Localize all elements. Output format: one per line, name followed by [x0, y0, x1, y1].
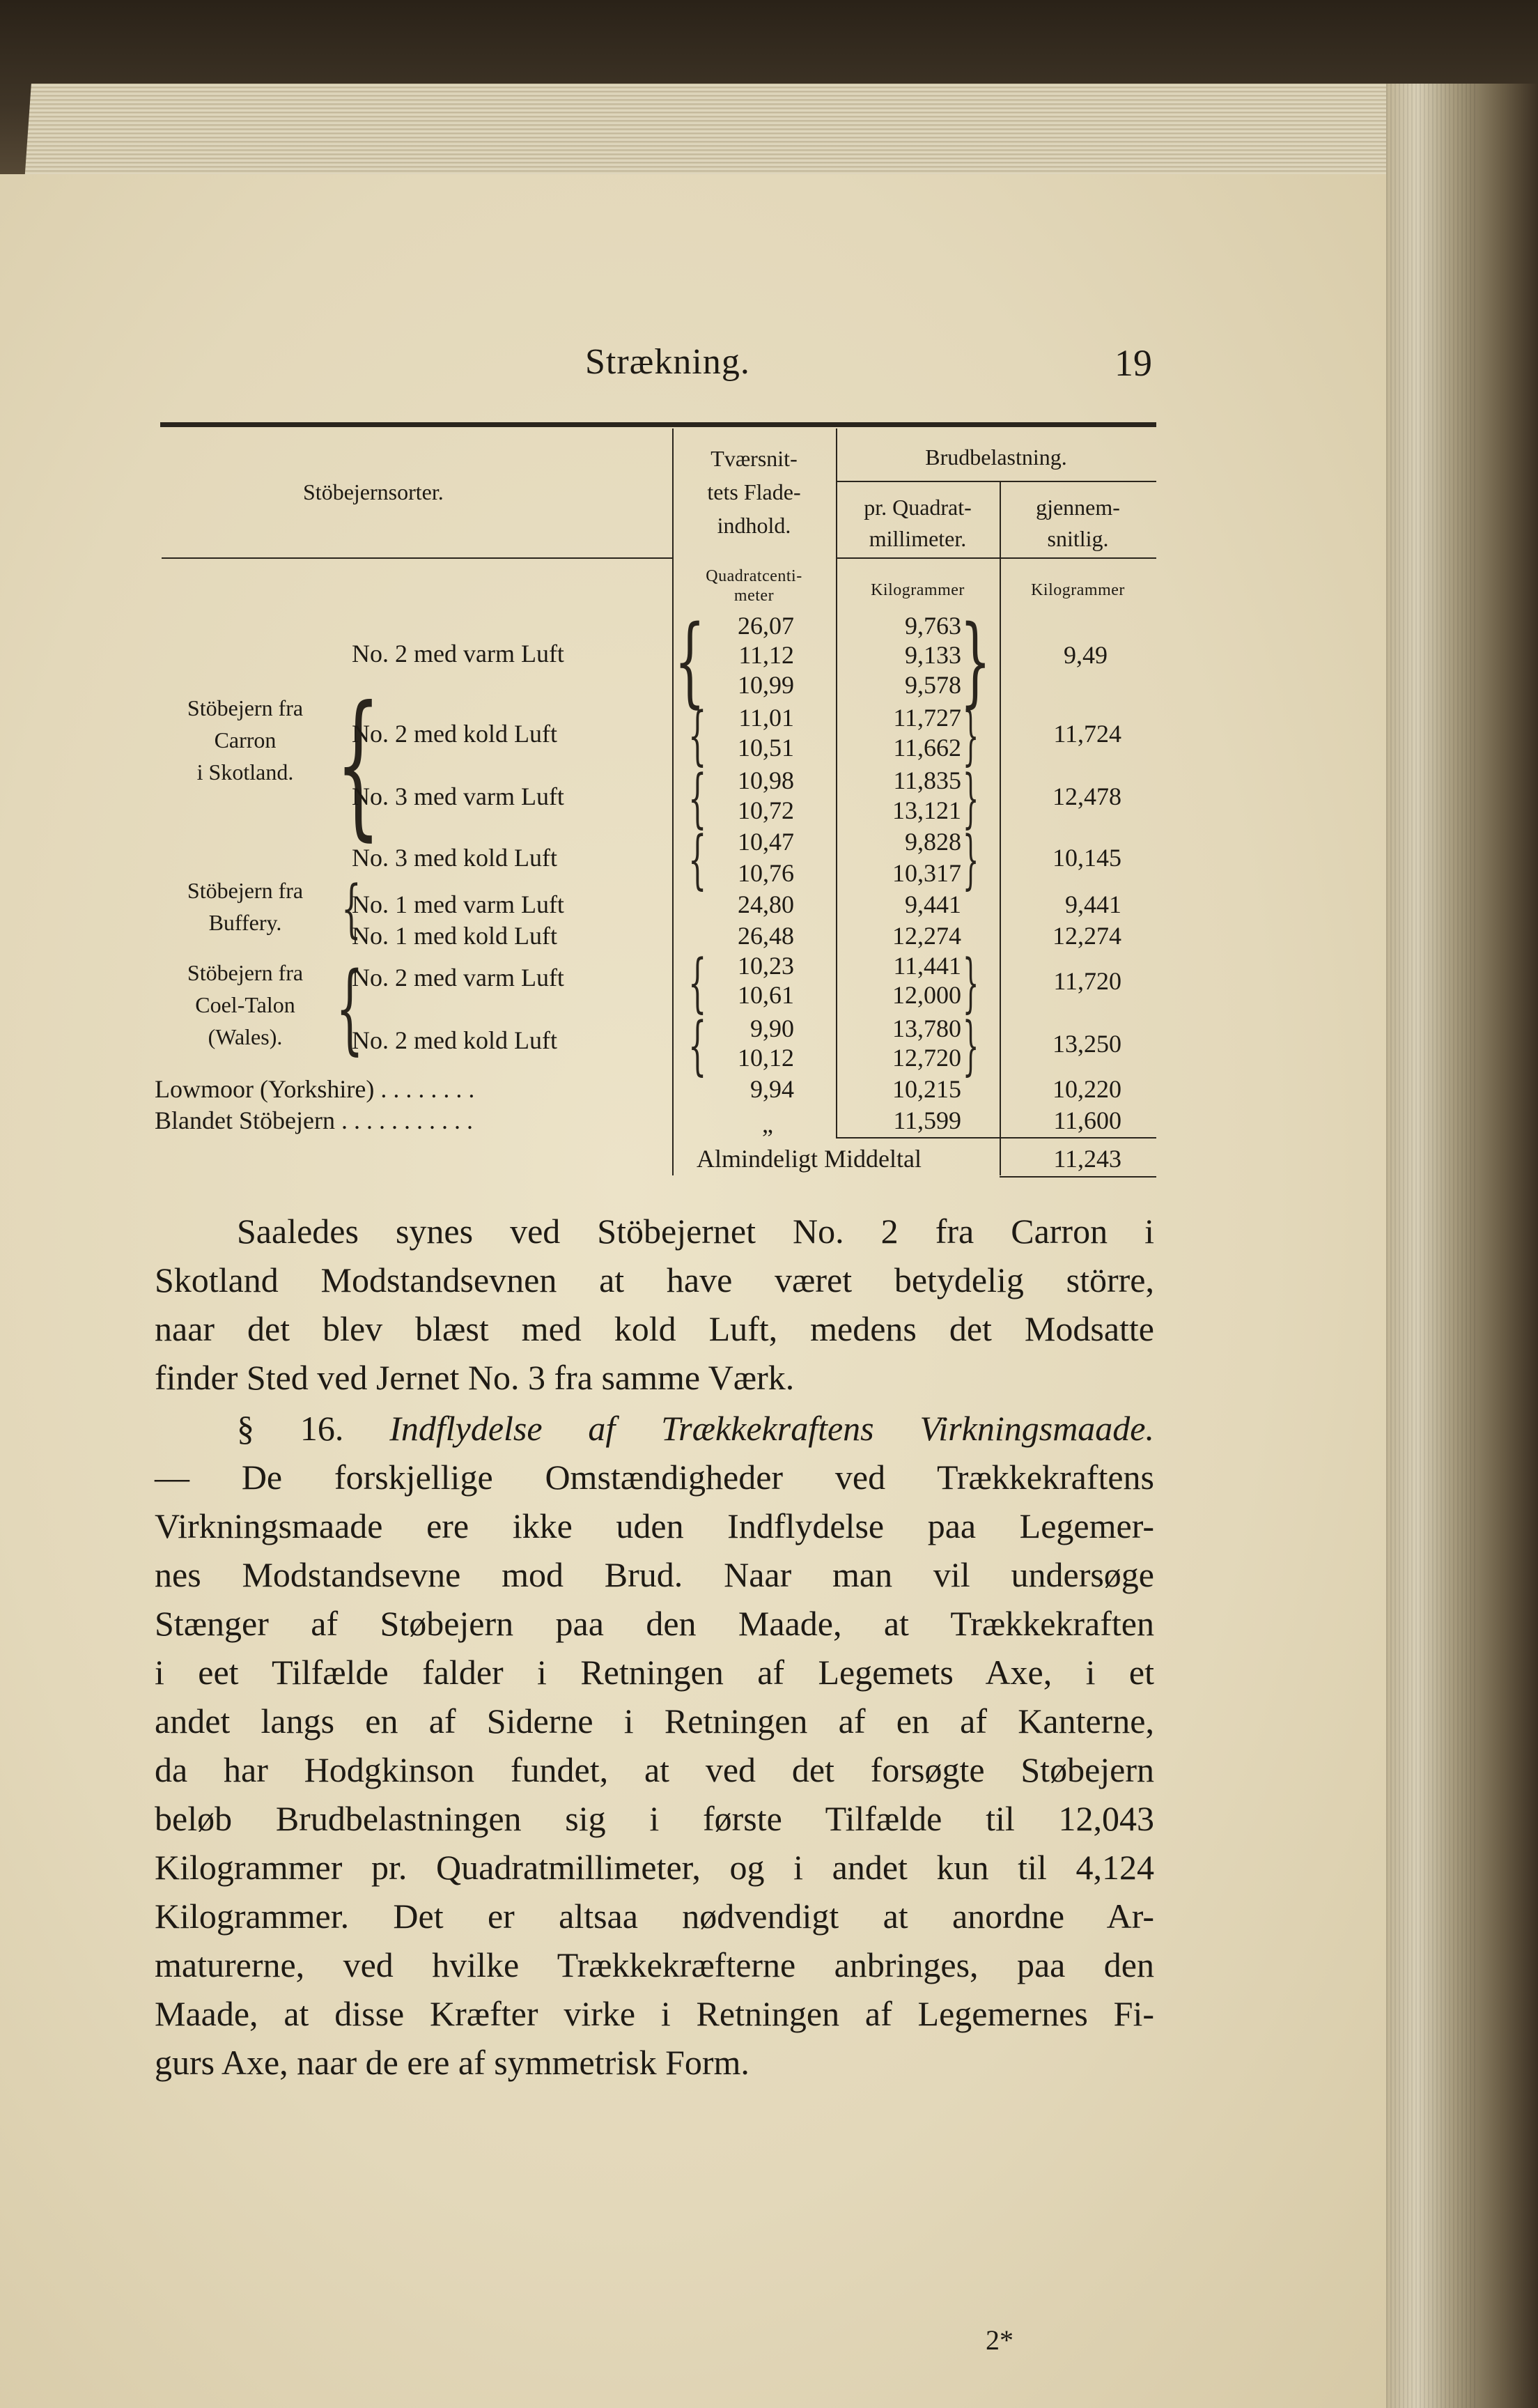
text-line: Maade, at disse Kræfter virke i Retningen af Legemernes Fi- [155, 1994, 1154, 2033]
column-divider [672, 559, 674, 1175]
per-value: 11,835 [893, 766, 961, 794]
avg-value: 13,250 [1052, 1030, 1121, 1058]
area-brace: { [688, 761, 707, 835]
group-coel-1: Stöbejern fra [187, 960, 304, 985]
per-value: 9,763 [905, 612, 961, 640]
unit-per: Kilogrammer [871, 581, 965, 599]
area-value: 24,80 [738, 890, 794, 918]
per-value: 12,274 [892, 922, 961, 950]
per-value: 11,599 [893, 1106, 961, 1134]
area-value: 10,99 [738, 671, 794, 699]
header-avg-2: snitlig. [1047, 526, 1109, 551]
text-line: maturerne, ved hvilke Trækkekræfterne anbringes, paa den [155, 1945, 1154, 1984]
header-sorts: Stöbejernsorter. [303, 479, 444, 504]
text-line: nes Modstandsevne mod Brud. Naar man vil undersøge [155, 1555, 1154, 1594]
running-head-title: Strækning. [585, 342, 750, 382]
text-line: Kilogrammer. Det er altsaa nødvendigt at anordne Ar- [155, 1897, 1154, 1936]
avg-value: 9,49 [1064, 641, 1108, 669]
area-value: 10,61 [738, 981, 794, 1009]
header-area-3: indhold. [717, 513, 791, 538]
area-value: 10,98 [738, 766, 794, 794]
group-coel-2: Coel-Talon [195, 992, 295, 1017]
text-line: Virkningsmaade ere ikke uden Indflydelse paa Legemer- [155, 1506, 1154, 1545]
text-line: i eet Tilfælde falder i Retningen af Legemets Axe, i et [155, 1653, 1154, 1692]
avg-value: 10,220 [1052, 1075, 1121, 1103]
area-brace: { [674, 605, 706, 718]
area-brace: { [688, 822, 707, 897]
per-value: 11,662 [893, 734, 961, 762]
per-value: 11,441 [893, 952, 961, 980]
per-value: 10,317 [892, 859, 961, 887]
footer-value: 11,243 [1053, 1145, 1121, 1173]
avg-value: 11,720 [1053, 967, 1121, 995]
avg-value: 11,724 [1053, 720, 1121, 748]
group-brace: { [336, 673, 381, 856]
area-value: 10,51 [738, 734, 794, 762]
row-label: Blandet Stöbejern . . . . . . . . . . . [155, 1106, 473, 1134]
per-value: 10,215 [892, 1075, 961, 1103]
per-value: 9,133 [905, 641, 961, 669]
footer-label: Almindeligt Middeltal [697, 1145, 922, 1173]
avg-value: 12,478 [1052, 782, 1121, 810]
row-label: Lowmoor (Yorkshire) . . . . . . . . [155, 1075, 475, 1103]
avg-brace: } [963, 822, 979, 897]
group-brace: { [341, 872, 362, 946]
header-rule [162, 557, 674, 559]
text-line: — De forskjellige Omstændigheder ved Trækkekraftens [155, 1458, 1154, 1497]
avg-value: 10,145 [1052, 844, 1121, 872]
per-value: 9,828 [905, 828, 961, 856]
avg-brace: } [960, 605, 991, 718]
area-value: 26,48 [738, 922, 794, 950]
text-line: Skotland Modstandsevnen at have været betydelig större, [155, 1260, 1154, 1299]
avg-value: 11,600 [1053, 1106, 1121, 1134]
column-divider [836, 559, 837, 1137]
row-label: No. 3 med kold Luft [352, 844, 557, 872]
unit-avg: Kilogrammer [1031, 581, 1125, 599]
avg-value: 12,274 [1052, 922, 1121, 950]
per-value: 11,727 [893, 704, 961, 732]
header-area-2: tets Flade- [707, 479, 801, 504]
row-label: No. 1 med varm Luft [352, 890, 564, 918]
book-page-stack-right [1386, 84, 1477, 2408]
area-value: 10,76 [738, 859, 794, 887]
area-value: 11,12 [738, 641, 794, 669]
avg-brace: } [963, 698, 979, 773]
text-line: finder Sted ved Jernet No. 3 fra samme Værk. [155, 1358, 795, 1397]
footer-rule [836, 1137, 1156, 1139]
per-value: 13,780 [892, 1014, 961, 1042]
area-value: 9,90 [750, 1014, 794, 1042]
header-per-2: millimeter. [869, 526, 967, 551]
group-buffery-2: Buffery. [208, 910, 282, 935]
column-divider [1000, 559, 1001, 1175]
per-value: 9,578 [905, 671, 961, 699]
header-area-1: Tværsnit- [710, 446, 798, 471]
unit-area-2: meter [733, 587, 775, 605]
text-line: Saaledes synes ved Stöbejernet No. 2 fra Carron i [237, 1212, 1154, 1251]
per-value: 12,000 [892, 981, 961, 1009]
page-number: 19 [1114, 342, 1152, 384]
text-line: Stænger af Støbejern paa den Maade, at Trækkekraften [155, 1604, 1154, 1643]
footer-rule [1000, 1176, 1156, 1178]
text-line: da har Hodgkinson fundet, at ved det forsøgte Støbejern [155, 1750, 1154, 1789]
per-value: 13,121 [892, 796, 961, 824]
group-carron-3: i Skotland. [196, 759, 294, 785]
area-brace: { [688, 946, 707, 1020]
signature-mark: 2* [986, 2324, 1013, 2356]
unit-area-1: Quadratcenti- [706, 567, 802, 585]
area-value: 26,07 [738, 612, 794, 640]
header-avg-1: gjennem- [1036, 495, 1120, 520]
area-value: 9,94 [750, 1075, 794, 1103]
row-label: No. 2 med varm Luft [352, 964, 564, 991]
text-line: andet langs en af Siderne i Retningen af en af Kanterne, [155, 1701, 1154, 1741]
header-rule [836, 557, 1156, 559]
group-carron-2: Carron [214, 727, 277, 752]
text-line: gurs Axe, naar de ere af symmetrisk Form. [155, 2043, 749, 2082]
header-brudbelastning: Brudbelastning. [925, 445, 1067, 470]
section-heading-line [155, 1404, 1154, 1453]
avg-brace: } [963, 1008, 979, 1083]
running-head [0, 341, 1386, 397]
header-rule [836, 481, 1156, 482]
area-value: 10,47 [738, 828, 794, 856]
area-value: 10,12 [738, 1044, 794, 1072]
avg-brace: } [963, 946, 979, 1020]
paragraph [155, 1404, 1154, 2087]
text-line: Kilogrammer pr. Quadratmillimeter, og i andet kun til 4,124 [155, 1848, 1154, 1887]
group-brace: { [336, 952, 364, 1065]
group-coel-3: (Wales). [208, 1024, 283, 1049]
text-line: beløb Brudbelastningen sig i første Tilfælde til 12,043 [155, 1799, 1154, 1838]
section-number: § 16. [237, 1409, 344, 1448]
area-brace: { [688, 1008, 707, 1083]
area-value: 10,72 [738, 796, 794, 824]
paragraph [155, 1207, 1154, 1402]
per-value: 12,720 [892, 1044, 961, 1072]
row-label: No. 2 med kold Luft [352, 1026, 557, 1054]
row-label: No. 2 med varm Luft [352, 640, 564, 667]
avg-value: 9,441 [1065, 890, 1121, 918]
area-value: „ [762, 1110, 773, 1138]
header-per-1: pr. Quadrat- [864, 495, 972, 520]
row-label: No. 3 med varm Luft [352, 782, 564, 810]
avg-brace: } [963, 761, 979, 835]
row-label: No. 1 med kold Luft [352, 922, 557, 950]
table-top-rule [160, 422, 1156, 427]
area-brace: { [688, 698, 707, 773]
group-carron-1: Stöbejern fra [187, 695, 304, 720]
row-label: No. 2 med kold Luft [352, 720, 557, 748]
book-page-stack-top [24, 84, 1487, 181]
per-value: 9,441 [905, 890, 961, 918]
area-value: 11,01 [738, 704, 794, 732]
group-buffery-1: Stöbejern fra [187, 878, 304, 903]
text-line: naar det blev blæst med kold Luft, medens det Modsatte [155, 1309, 1154, 1348]
section-title: Indflydelse af Trækkekraftens Virkningsmaade. [389, 1409, 1155, 1448]
area-value: 10,23 [738, 952, 794, 980]
